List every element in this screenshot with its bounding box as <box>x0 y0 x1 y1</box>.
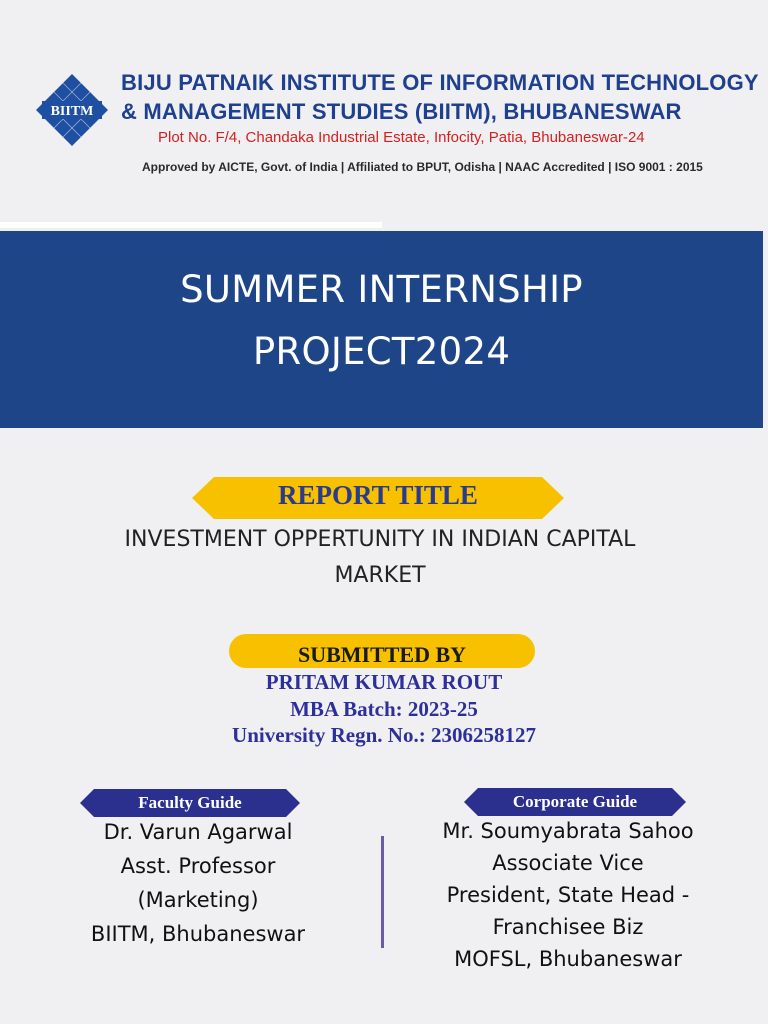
corporate-guide-name: Mr. Soumyabrata Sahoo <box>442 819 694 843</box>
biitm-logo <box>34 72 110 148</box>
corporate-guide-label: Corporate Guide <box>512 792 638 811</box>
header-divider <box>0 222 382 228</box>
student-batch: MBA Batch: 2023-25 <box>290 697 478 721</box>
report-title-line2: MARKET <box>334 563 426 588</box>
institute-name-line1: BIJU PATNAIK INSTITUTE OF INFORMATION TECHNOLOGY <box>121 70 759 95</box>
corporate-guide-designation-1: Associate Vice <box>492 851 644 875</box>
guides-divider <box>381 836 384 948</box>
corporate-guide-organization: MOFSL, Bhubaneswar <box>454 947 682 971</box>
submitted-by-heading: SUBMITTED BY <box>297 642 467 667</box>
accreditation-line: Approved by AICTE, Govt. of India | Affiliated to BPUT, Odisha | NAAC Accredited | ISO 9001 : 2015 <box>142 160 703 174</box>
faculty-guide-department: (Marketing) <box>137 888 259 912</box>
faculty-guide-designation: Asst. Professor <box>120 854 276 878</box>
corporate-guide-details <box>400 815 736 975</box>
student-name: PRITAM KUMAR ROUT <box>265 670 503 694</box>
banner-title-line2: PROJECT2024 <box>252 330 511 373</box>
institute-name-line2: & MANAGEMENT STUDIES (BIITM), BHUBANESWAR <box>121 99 682 124</box>
faculty-guide-details <box>30 816 366 950</box>
corporate-guide-designation-2: President, State Head - <box>446 883 690 907</box>
student-regn: University Regn. No.: 2306258127 <box>232 723 536 747</box>
faculty-guide-organization: BIITM, Bhubaneswar <box>90 922 306 946</box>
faculty-guide-name: Dr. Varun Agarwal <box>103 820 293 844</box>
banner-title-line1: SUMMER INTERNSHIP <box>180 268 583 311</box>
institute-address: Plot No. F/4, Chandaka Industrial Estate, Infocity, Patia, Bhubaneswar-24 <box>158 129 645 146</box>
report-title-line1: INVESTMENT OPPERTUNITY IN INDIAN CAPITAL <box>124 527 636 552</box>
corporate-guide-designation-3: Franchisee Biz <box>492 915 644 939</box>
logo-text: BIITM <box>50 104 94 119</box>
faculty-guide-label: Faculty Guide <box>138 793 242 812</box>
report-title-heading: REPORT TITLE <box>278 480 478 510</box>
